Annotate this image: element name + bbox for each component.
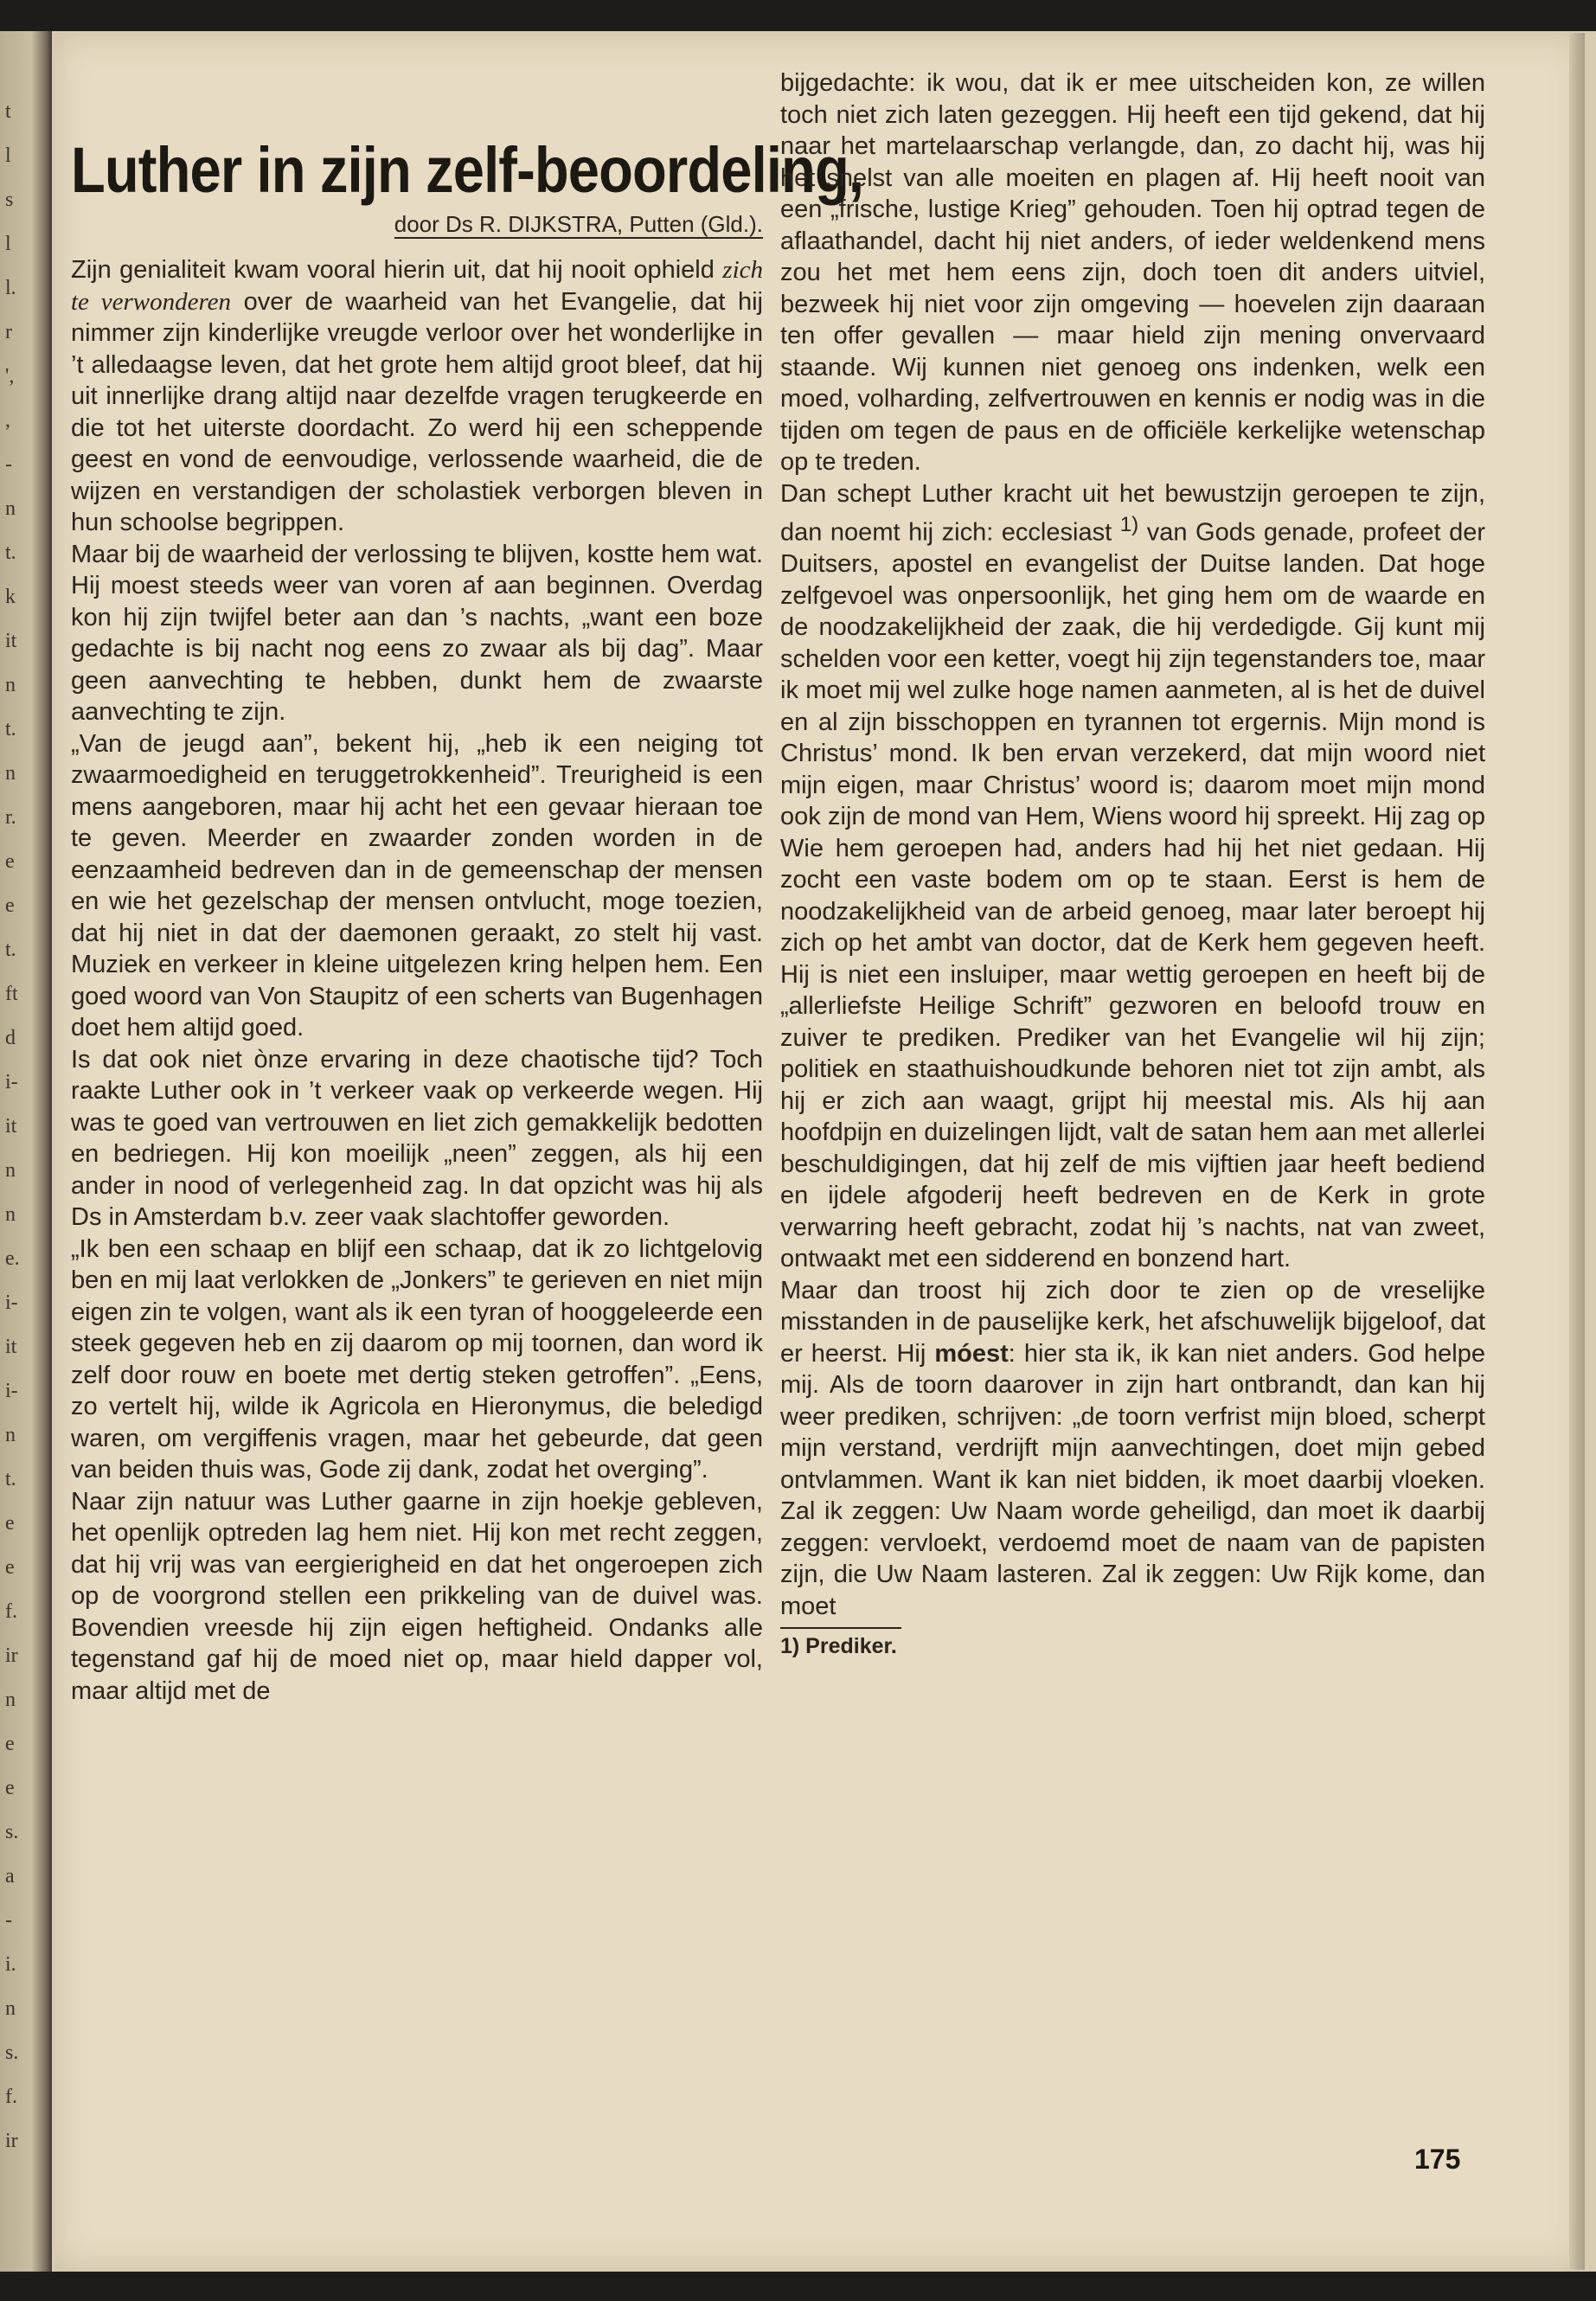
margin-fragment: e. <box>5 1247 20 1270</box>
margin-fragment: n <box>5 1203 16 1226</box>
margin-fragment: l <box>5 233 11 255</box>
paragraph <box>71 1486 763 1708</box>
margin-fragment: s. <box>5 2041 19 2064</box>
margin-fragment: e <box>5 1733 15 1755</box>
margin-fragment: a <box>5 1865 15 1888</box>
paragraph-text: over de waarheid van het Evangelie, dat hij nimmer zijn kinderlijke vreugde verloor over het wonderlijke in ’t alledaagse leven, dat het grote hem altijd groot bleef, dat hij uit innerlijke drang altijd naar dezelfde vragen terugkeerde en die tot het uiterste doordacht. Zo werd hij een scheppende geest en vond de eenvoudige, verlossende waarheid, die de wijzen en verstandigen der scholastiek verborgen bleven in hun schoolse begrippen. <box>71 287 763 536</box>
margin-fragment: l <box>5 144 11 167</box>
paragraph-text: Maar dan troost hij zich door te zien op de vreselijke misstanden in de pauselijke kerk, het afschuwelijk bijgeloof, dat er heerst. Hij <box>780 1276 1485 1368</box>
margin-fragment: d <box>5 1027 16 1049</box>
margin-fragment: f. <box>5 1600 17 1623</box>
margin-fragment: ir <box>5 2130 18 2152</box>
page-number: 175 <box>1414 2144 1461 2175</box>
margin-fragment: n <box>5 1689 16 1711</box>
margin-fragment: - <box>5 1909 12 1932</box>
left-column-body <box>71 254 763 1707</box>
margin-fragment: it <box>5 630 17 652</box>
paragraph-text: van Gods genade, profeet der Duitsers, apostel en evangelist der Duitse landen. Dat hoge zelfgevoel was onpersoonlijk, het ging hem om de waarde en de noodzakelijkheid der zaak, die hij verdedigde. Gij kunt mij schelden voor een ketter, voegt hij zijn tegenstanders toe, maar ik moet mij wel zulke hoge namen aanmeten, al is het de duivel en al zijn bisschoppen en tyrannen tot ergernis. Mijn mond is Christus’ mond. Ik ben ervan verzekerd, dat mijn woord niet mijn eigen, maar Christus’ woord is; daarom moet mijn mond ook zijn de mond van Hem, Wiens woord hij spreekt. Hij zag op Wie hem geroepen had, anders had hij het niet gedaan. Hij zocht een vaste bodem om op te staan. Eerst is hem de noodzakelijkheid van de arbeid genoeg, maar later beroept hij zich op het ambt van doctor, dat de Kerk hem gegeven heeft. Hij is niet een insluiper, maar wettig geroepen en heeft bij de „allerliefste Heilige Schrift” gezworen en beloofd trouw en zuiver te prediken. Prediker van het Evangelie wil hij zijn; politiek en staathuishoudkunde behoren niet tot zijn ambt, als hij er zich aan waagt, grijpt hij meestal mis. Als hij aan hoofdpijn en duizelingen lijdt, valt de satan hem aan met allerlei beschuldigingen, dat hij zelf de mis vijftien jaar heeft bediend en ijdele afgoderij heeft bedreven en de Kerk in grote verwarring heeft gebracht, zodat hij ’s nachts, nat van zweet, ontwaakt met een sidderend en bonzend hart. <box>780 518 1485 1273</box>
margin-fragment: s <box>5 189 14 211</box>
margin-fragment: n <box>5 674 16 696</box>
margin-fragment: t. <box>5 1468 16 1490</box>
margin-fragment: n <box>5 1424 16 1446</box>
scanned-page-background <box>0 31 1596 2272</box>
previous-page-margin-fragments <box>2 31 36 2272</box>
margin-fragment: t. <box>5 542 16 564</box>
paragraph-text: „Van de jeugd aan”, bekent hij, „heb ik een neiging tot zwaarmoedigheid en teruggetrokkenheid”. Treurigheid is een mens aangeboren, maar hij acht het een gevaar hieraan toe te geven. Meerder en zwaarder zonden worden in de eenzaamheid bedreven dan in de gemeenschap der mensen en wie het gezelschap der mensen ontvlucht, moge toezien, dat hij niet in dat der daemonen geraakt, zo stelt hij vast. Muziek en verkeer in kleine uitgelezen kring helpen hem. Een goed woord van Von Staupitz of een scherts van Bugenhagen doet hem altijd goed. <box>71 729 763 1042</box>
paragraph <box>71 728 763 1044</box>
margin-fragment: e <box>5 1512 15 1535</box>
margin-fragment: n <box>5 497 16 520</box>
paragraph-text: bijgedachte: ik wou, dat ik er mee uitscheiden kon, ze willen toch niet zich laten gezeggen. Hij heeft een tijd gekend, dat hij naar het martelaarschap verlangde, dan, zo dacht hij, was hij het snelst van alle moeiten en plagen af. Hij heeft nooit van een „frische, lustige Krieg” gehouden. Toen hij optrad tegen de aflaathandel, dacht hij niet anders, of ieder weldenkend mens zou het met hem eens zijn, doch toen dit anders uitviel, bezweek hij niet voor zijn omgeving — hoevelen zijn daaraan ten offer gevallen — maar hield zijn mening onvervaard staande. Wij kunnen niet genoeg ons indenken, welk een moed, volharding, zelfvertrouwen en kennis er nodig was in die tijden om tegen de paus en de officiële kerkelijke wetenschap op te treden. <box>780 69 1485 476</box>
margin-fragment: e <box>5 1556 15 1579</box>
margin-fragment: e <box>5 850 15 873</box>
margin-fragment: ', <box>5 365 15 388</box>
margin-fragment: i- <box>5 1292 18 1314</box>
paragraph <box>71 539 763 728</box>
paragraph-text: Naar zijn natuur was Luther gaarne in zijn hoekje gebleven, het openlijk optreden lag hem niet. Hij kon met recht zeggen, dat hij vrij was van eergierigheid en dat het ongeroepen zich op de voorgrond stellen een prikkeling van de duivel was. Bovendien vreesde hij zijn eigen heftigheid. Ondanks alle tegenstand gaf hij de moed niet op, maar hield dapper vol, maar altijd met de <box>71 1487 763 1705</box>
article-title: Luther in zijn zelf-beoordeling, <box>71 134 864 206</box>
paragraph <box>71 254 763 539</box>
margin-fragment: r <box>5 321 12 343</box>
paragraph-text: Is dat ook niet ònze ervaring in deze chaotische tijd? Toch raakte Luther ook in ’t verkeer vaak op verkeerde wegen. Hij was te goed van vertrouwen en liet zich gemakkelijk bedotten en bedriegen. Hij kon moeilijk „neen” zeggen, als hij een ander in nood of verlegenheid zag. In dat opzicht was hij als Ds in Amsterdam b.v. zeer vaak slachtoffer geworden. <box>71 1045 763 1231</box>
paragraph-text: Maar bij de waarheid der verlossing te blijven, kostte hem wat. Hij moest steeds weer van voren af aan beginnen. Overdag kon hij zijn twijfel beter aan dan ’s nachts, „want een boze gedachte is bij nacht nog eens zo zwaar als bij dag”. Maar geen aanvechting te hebben, dunkt hem de zwaarste aanvechting te zijn. <box>71 540 763 726</box>
margin-fragment: f. <box>5 2086 17 2108</box>
margin-fragment: e <box>5 1777 15 1799</box>
margin-fragment: l. <box>5 277 16 299</box>
bold-text: móest <box>934 1339 1009 1368</box>
paragraph <box>71 1044 763 1234</box>
paragraph-text: Zijn genialiteit kwam vooral hierin uit, dat hij nooit ophield <box>71 256 723 284</box>
margin-fragment: i. <box>5 1953 16 1976</box>
margin-fragment: t. <box>5 939 16 961</box>
margin-fragment: it <box>5 1336 17 1358</box>
margin-fragment: n <box>5 762 16 785</box>
footnote-marker: 1) <box>1119 513 1139 536</box>
paragraph <box>71 1234 763 1486</box>
right-column <box>780 67 1485 1663</box>
margin-fragment: i- <box>5 1380 18 1402</box>
margin-fragment: n <box>5 1997 16 2020</box>
margin-fragment: t <box>5 100 11 123</box>
article-byline <box>71 209 763 239</box>
margin-fragment: it <box>5 1115 17 1138</box>
book-binding-edge <box>0 31 52 2272</box>
paragraph-text: Dan schept Luther kracht uit het bewustzijn geroepen te zijn, dan noemt hij zich: ecclesiast <box>780 479 1485 547</box>
magazine-page <box>54 33 1585 2270</box>
margin-fragment: e <box>5 894 15 917</box>
footnote: 1) Prediker. <box>780 1627 901 1663</box>
paragraph-text: : hier sta ik, ik kan niet anders. God helpe mij. Als de toorn daarover in zijn hart ontbrandt, dan kan hij weer prediken, schrijven: „de toorn verfrist mijn bloed, scherpt mijn verstand, verdrijft mijn aanvechtingen, doet mijn gebed ontvlammen. Want ik kan niet bidden, ik moet daarbij vloeken. Zal ik zeggen: Uw Naam worde geheiligd, dan moet ik daarbij zeggen: vervloekt, verdoemd moet de naam van de papisten zijn, die Uw Naam lasteren. Zal ik zeggen: Uw Rijk kome, dan moet <box>780 1339 1485 1620</box>
margin-fragment: t. <box>5 718 16 740</box>
margin-fragment: r. <box>5 806 16 829</box>
right-column-body <box>780 67 1485 1622</box>
margin-fragment: , <box>5 409 10 432</box>
emphasized-text: zich te verwonderen <box>71 256 763 316</box>
margin-fragment: s. <box>5 1821 19 1843</box>
margin-fragment: - <box>5 453 12 476</box>
margin-fragment: i- <box>5 1071 18 1093</box>
page-edge-shadow <box>1569 33 1585 2270</box>
margin-fragment: k <box>5 586 16 608</box>
byline-text: door Ds R. DIJKSTRA, Putten (Gld.). <box>394 211 763 237</box>
paragraph <box>780 478 1485 1275</box>
paragraph <box>780 1275 1485 1623</box>
paragraph <box>780 67 1485 478</box>
margin-fragment: n <box>5 1159 16 1182</box>
paragraph-text: „Ik ben een schaap en blijf een schaap, dat ik zo lichtgelovig ben en mij laat verlokken de „Jonkers” te gerieven en niet mijn eigen zin te volgen, want als ik een tyran of hooggeleerde een steek gegeven heb en zij daarom op mij toornen, dan word ik zelf door rouw en boete met dertig steken getroffen”. „Eens, zo vertelt hij, wilde ik Agricola en Hieronymus, die beledigd waren, om vergiffenis vragen, maar het gebeurde, dat geen van beiden thuis was, Gode zij dank, zodat het overging”. <box>71 1234 763 1484</box>
margin-fragment: ir <box>5 1644 18 1667</box>
margin-fragment: ft <box>5 983 18 1005</box>
